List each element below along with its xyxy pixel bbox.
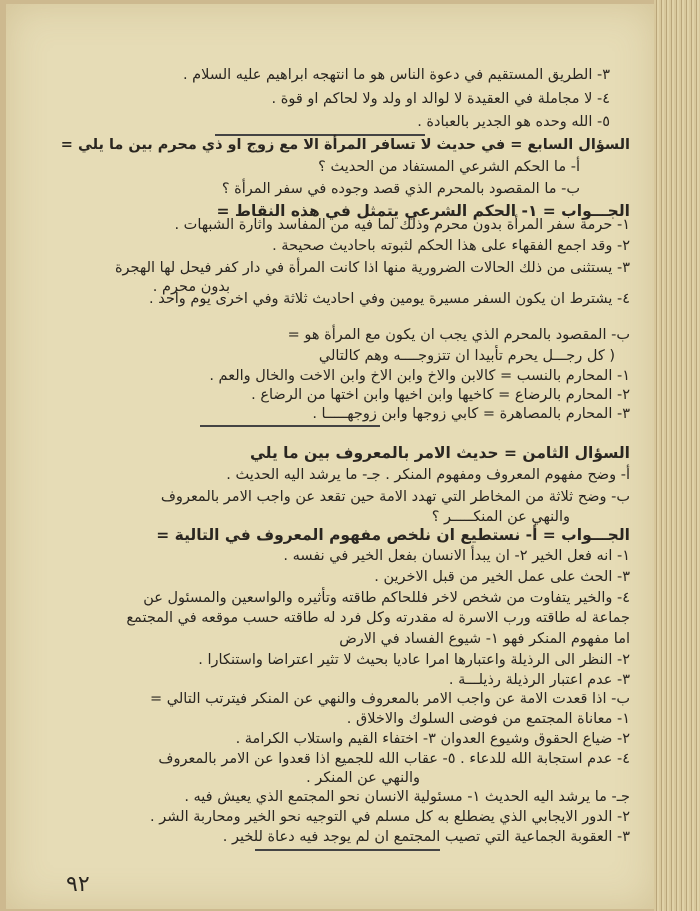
text-line: ب- وضح ثلاثة من المخاطر التي تهدد الامة حين تقعد عن واجب الامر بالمعروف (160, 489, 630, 505)
text-line: أ- ما الحكم الشرعي المستفاد من الحديث ؟ (318, 159, 580, 175)
text-line: ٣- عدم اعتبار الرذيلة رذيلـــة . (448, 672, 630, 688)
text-line: اما مفهوم المنكر فهو ١- شيوع الفساد في الارض (339, 631, 630, 647)
separator (255, 849, 440, 851)
text-line: ١- حرمة سفر المرأة بدون محرم وذلك لما فيه من المفاسد واثارة الشبهات . (174, 217, 630, 233)
text-line: ١- معاناة المجتمع من فوضى السلوك والاخلاق . (346, 711, 630, 727)
page-number: ٩٢ (66, 872, 90, 897)
text-line: ٤- عدم استجابة الله للدعاء . ٥- عقاب الله للجميع اذا قعدوا عن الامر بالمعروف (158, 751, 630, 767)
text-line: ٢- المحارم بالرضاع = كاخيها وابن اخيها وابن اختها من الرضاع . (251, 387, 630, 403)
text-line: والنهي عن المنكر . (306, 770, 420, 786)
question-heading: السؤال الثامن = حديث الامر بالمعروف بين ما يلي (249, 444, 630, 462)
separator (200, 425, 380, 427)
text-line: ٣- يستثنى من ذلك الحالات الضرورية منها اذا كانت المرأة في دار كفر فيحل لها الهجرة (114, 260, 630, 276)
text-line: ٤- والخير يتفاوت من شخص لاخر فللحاكم طاقته وتأثيره والواسعين والمسئول عن (143, 590, 630, 606)
text-line: بدون محرم . (152, 279, 230, 295)
text-line: ٤- لا مجاملة في العقيدة لا لوالد او ولد ولا لحاكم او قوة . (271, 91, 610, 107)
text-line: ب- ما المقصود بالمحرم الذي قصد وجوده في سفر المرأة ؟ (221, 181, 580, 197)
text-line: ١- المحارم بالنسب = كالابن والاخ وابن الاخ وابن الاخت والخال والعم . (209, 368, 630, 384)
text-line: ١- انه فعل الخير ٢- ان يبدأ الانسان بفعل الخير في نفسه . (283, 548, 630, 564)
text-line: ٣- الطريق المستقيم في دعوة الناس هو ما انتهجه ابراهيم عليه السلام . (182, 67, 610, 83)
answer-heading: الجـــواب = ١- الحكم الشرعي يتمثل في هذه النقاط = (216, 202, 630, 220)
text-line: جماعة له طاقته ورب الاسرة له مقدرته وكل فرد له طاقته حسب موقعه في المجتمع (126, 610, 630, 626)
text-line: ٢- وقد اجمع الفقهاء على هذا الحكم لثبوته باحاديث صحيحة . (272, 238, 630, 254)
text-line: ( كل رجـــل يحرم تأبيدا ان تتزوجــــه وهم كالتالي (318, 348, 615, 364)
text-line: ب- اذا قعدت الامة عن واجب الامر بالمعروف والنهي عن المنكر فيترتب التالي = (150, 691, 630, 707)
text-line: ٤- يشترط ان يكون السفر مسيرة يومين وفي احاديث ثلاثة وفي اخرى يوم واحد . (148, 291, 630, 307)
text-line: ٣- الحث على عمل الخير من قبل الاخرين . (374, 569, 630, 585)
text-line: ٢- ضياع الحقوق وشيوع العدوان ٣- اختفاء القيم واستلاب الكرامة . (235, 731, 630, 747)
text-line: والنهي عن المنكـــــر ؟ (431, 509, 570, 525)
text-line: أ- وضح مفهوم المعروف ومفهوم المنكر . جـ- ما يرشد اليه الحديث . (226, 467, 630, 483)
text-line: ٣- المحارم بالمصاهرة = كابي زوجها وابن زوجهـــــا . (312, 406, 630, 422)
question-heading: السؤال السابع = في حديث لا تسافر المرأة الا مع زوج او ذي محرم بين ما يلي = (60, 137, 630, 153)
text-line: ب- المقصود بالمحرم الذي يجب ان يكون مع المرأة هو = (287, 327, 630, 343)
answer-heading: الجـــواب = أ- نستطيع ان نلخص مفهوم المعروف في التالية = (156, 526, 630, 544)
text-line: ٣- العقوبة الجماعية التي تصيب المجتمع ان لم يوجد فيه دعاة للخير . (222, 829, 630, 845)
text-line: ٢- الدور الايجابي الذي يضطلع به كل مسلم في التوجيه نحو الخير ومحاربة الشر . (150, 809, 630, 825)
text-line: ٥- الله وحده هو الجدير بالعبادة . (417, 114, 610, 130)
text-line: ٢- النظر الى الرذيلة واعتبارها امرا عاديا بحيث لا تثير اعتراضا واستنكارا . (198, 652, 630, 668)
page-edges (654, 0, 700, 911)
text-line: جـ- ما يرشد اليه الحديث ١- مسئولية الانسان نحو المجتمع الذي يعيش فيه . (184, 789, 630, 805)
